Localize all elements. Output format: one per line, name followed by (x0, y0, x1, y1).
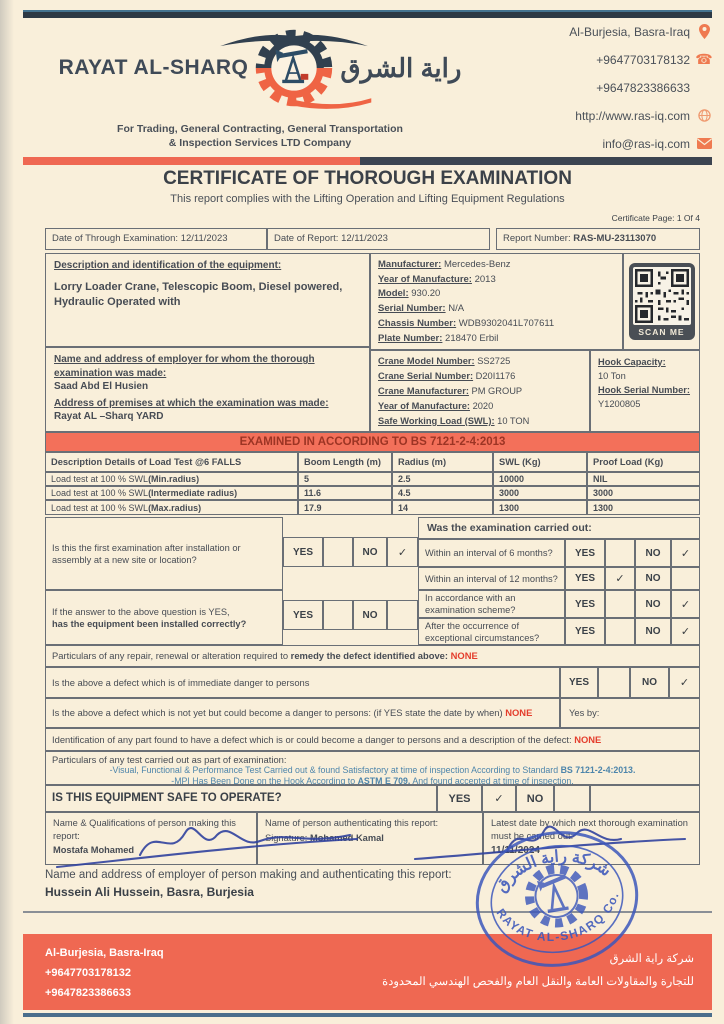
employer-name: Saad Abd El Husien (54, 381, 149, 392)
r0-no-label: NO (635, 539, 671, 567)
repair-label: Particulars of any repair, renewal or alteration required to (52, 650, 291, 661)
repair-label-bold: remedy the defect identified above: (290, 650, 449, 661)
test2-tail: And found accepted at time of inspection. (410, 776, 574, 786)
stamp-arabic-text: شركة راية الشرق (492, 848, 614, 896)
vehicle-value: WDB9302041L707611 (458, 317, 555, 329)
r0-no-checkbox: ✓ (671, 539, 700, 567)
r0-yes-label: YES (565, 539, 605, 567)
maker-name: Mostafa Mohamed (53, 845, 135, 855)
col-header-description: Description Details of Load Test @6 FALLS (45, 452, 298, 472)
phone-icon: ☎ (695, 51, 713, 67)
report-date-cell (267, 228, 490, 250)
r1-yes-label: YES (565, 567, 605, 590)
immediate-danger-question: Is the above a defect which is of immediate danger to persons (45, 667, 560, 698)
next-exam-date: 11/11/2024 (491, 845, 540, 856)
col-header-proof: Proof Load (Kg) (587, 452, 700, 472)
safe-to-operate-row (45, 785, 700, 812)
test2-bold: ASTM E 709. (357, 776, 411, 786)
crane-row (378, 369, 582, 384)
contact-phone2: +9647823386633 (596, 80, 690, 95)
report-number-cell (496, 228, 700, 250)
r2-yes-checkbox (605, 590, 635, 618)
q1-yes-checkbox (323, 537, 353, 567)
examined-standard-header: EXAMINED IN ACCORDING TO BS 7121-2-4:2013 (45, 432, 700, 452)
footer-contact (45, 943, 164, 1003)
vehicle-value: 2013 (474, 273, 496, 285)
report-date-label: Date of Report: (274, 233, 339, 244)
identification-row (45, 728, 700, 751)
vehicle-label: Model: (378, 288, 409, 300)
stamp-english-text: RAYAT AL-SHARQ Co. (493, 890, 622, 945)
q1-no-label: NO (353, 537, 387, 567)
safe-extra-cell (590, 785, 700, 812)
question-installed-correctly (45, 590, 283, 645)
vehicle-value: N/A (448, 303, 465, 315)
load-test-cell: 5 (298, 472, 392, 486)
crane-row (378, 399, 582, 414)
vehicle-row (378, 332, 615, 347)
r3-yes-label: YES (565, 618, 605, 645)
qr-code-cell (623, 253, 700, 350)
r3-yes-checkbox (605, 618, 635, 645)
contact-website: http://www.ras-iq.com (575, 108, 690, 123)
desc-bold: (Intermediate radius) (148, 488, 238, 498)
load-test-cell: 1300 (587, 500, 700, 515)
q1-no-checkbox: ✓ (387, 537, 418, 567)
question-exceptional-circumstances: After the occurrence of exceptional circumstances? (418, 618, 565, 645)
hook-details-cell (590, 350, 700, 432)
desc-plain: Load test at 100 % SWL (51, 474, 149, 484)
desc-plain: Load test at 100 % SWL (51, 488, 149, 498)
maker-cell (45, 812, 257, 865)
crane-row (378, 354, 582, 369)
load-test-table (45, 432, 700, 515)
equipment-grid (45, 253, 700, 432)
safe-yes-checkbox: ✓ (482, 785, 516, 812)
auth-sig-label: Signature: (265, 832, 310, 843)
crane-value: 10 TON (497, 416, 530, 426)
vehicle-label: Chassis Number: (378, 317, 457, 329)
tagline-line1: For Trading, General Contracting, General Transportation (117, 123, 403, 135)
crane-value: PM GROUP (471, 386, 523, 396)
contact-phone1: +9647703178132 (596, 52, 690, 67)
q2-no-label: NO (353, 600, 387, 630)
load-test-cell: 4.5 (392, 486, 493, 500)
yes-by-cell: Yes by: (560, 698, 700, 728)
authenticator-cell (257, 812, 483, 865)
r1-no-checkbox (671, 567, 700, 590)
potential-danger-question (45, 698, 560, 728)
vehicle-label: Year of Manufacture: (378, 273, 472, 285)
exam-date-value: 12/11/2023 (180, 233, 228, 244)
test-line-1 (52, 765, 693, 776)
col-header-radius: Radius (m) (392, 452, 493, 472)
examination-questions (45, 517, 700, 645)
employer-label: Name and address of employer for whom the thorough examination was made: (54, 354, 315, 379)
load-test-cell: 10000 (493, 472, 587, 486)
repair-value: NONE (450, 650, 478, 661)
defects-section (45, 645, 700, 785)
crane-label: Safe Working Load (SWL): (378, 416, 495, 426)
r1-no-label: NO (635, 567, 671, 590)
qr-code-frame (629, 263, 695, 340)
load-test-cell: 3000 (493, 486, 587, 500)
vehicle-details-cell (370, 253, 623, 350)
vehicle-label: Plate Number: (378, 332, 443, 344)
col-header-swl: SWL (Kg) (493, 452, 587, 472)
immediate-danger-yes-checkbox (598, 667, 630, 698)
r1-yes-checkbox: ✓ (605, 567, 635, 590)
question-first-examination: Is this the first examination after installation or assembly at a new site or location? (45, 517, 283, 590)
test1-bold: BS 7121-2-4:2013. (560, 765, 636, 775)
load-test-cell: 17.9 (298, 500, 392, 515)
q2-yes-checkbox (323, 600, 353, 630)
tests-label: Particulars of any test carried out as part of examination: (52, 754, 287, 765)
load-test-cell: 2.5 (392, 472, 493, 486)
r2-yes-label: YES (565, 590, 605, 618)
r2-no-checkbox: ✓ (671, 590, 700, 618)
hook-capacity-label: Hook Capacity: (598, 357, 666, 367)
q2-line1: If the answer to the above question is YES, (52, 606, 230, 617)
carried-out-header: Was the examination carried out: (418, 517, 700, 539)
potential-value: NONE (505, 707, 533, 718)
report-number-value: RAS-MU-23113070 (573, 233, 657, 244)
crane-value: 2020 (472, 401, 494, 411)
load-test-cell: 1300 (493, 500, 587, 515)
vehicle-value: 218470 Erbil (445, 332, 499, 344)
certificate-page-number: Certificate Page: 1 Of 4 (611, 213, 700, 223)
safe-yes-label: YES (437, 785, 482, 812)
vehicle-row (378, 317, 615, 332)
q2-no-checkbox (387, 600, 418, 630)
question-interval-12-months: Within an interval of 12 months? (418, 567, 565, 590)
tests-row (45, 751, 700, 785)
employer-premises-cell (45, 347, 370, 432)
document-subtitle: This report complies with the Lifting Operation and Lifting Equipment Regulations (170, 193, 565, 205)
premises-label: Address of premises at which the examination was made: (54, 397, 329, 409)
crane-label: Year of Manufacture: (378, 401, 470, 411)
hook-serial-label: Hook Serial Number: (598, 385, 690, 395)
company-name: RAYAT AL-SHARQ (58, 56, 249, 79)
vehicle-row (378, 287, 615, 302)
load-test-row-desc (45, 472, 298, 486)
crane-value: D20I1176 (475, 371, 516, 381)
question-examination-scheme: In accordance with an examination scheme? (418, 590, 565, 618)
footer-arabic-line1: شركة راية الشرق (609, 953, 694, 965)
load-test-row-desc (45, 486, 298, 500)
safe-no-label: NO (516, 785, 554, 812)
tagline-line2: & Inspection Services LTD Company (168, 137, 352, 149)
repair-particulars-row (45, 645, 700, 667)
identification-value: NONE (574, 734, 602, 745)
r2-no-label: NO (635, 590, 671, 618)
load-test-cell: 11.6 (298, 486, 392, 500)
exam-date-cell (45, 228, 267, 250)
immediate-danger-no-label: NO (630, 667, 669, 698)
company-name-arabic: راية الشرق (340, 52, 462, 83)
question-interval-6-months: Within an interval of 6 months? (418, 539, 565, 567)
vehicle-row (378, 273, 615, 288)
vehicle-label: Manufacturer: (378, 259, 442, 270)
document-title: CERTIFICATE OF THOROUGH EXAMINATION (163, 168, 572, 189)
vehicle-value: 930.20 (411, 288, 441, 300)
equipment-description-value: Lorry Loader Crane, Telescopic Boom, Diesel powered, Hydraulic Operated with (54, 281, 343, 308)
crane-details-cell (370, 350, 590, 432)
report-date-value: 12/11/2023 (341, 233, 388, 244)
load-test-cell: 14 (392, 500, 493, 515)
q2-yes-label: YES (283, 600, 323, 630)
desc-bold: (Max.radius) (148, 502, 202, 513)
stamp-gear-pumpjack-icon (526, 865, 588, 927)
r3-no-checkbox: ✓ (671, 618, 700, 645)
vehicle-label: Serial Number: (378, 303, 446, 315)
r0-yes-checkbox (605, 539, 635, 567)
load-test-cell: 3000 (587, 486, 700, 500)
hook-capacity-value: 10 Ton (598, 371, 626, 381)
crane-row (378, 384, 582, 399)
qr-code (633, 267, 691, 325)
equipment-description-label: Description and identification of the equipment: (54, 260, 282, 271)
safe-question: IS THIS EQUIPMENT SAFE TO OPERATE? (45, 785, 437, 812)
vehicle-row (378, 302, 615, 317)
potential-text: Is the above a defect which is not yet but could become a danger to persons: (if YES state the date by when) (52, 707, 503, 718)
maker-label: Name & Qualifications of person making this report: (53, 818, 236, 841)
crane-label: Crane Serial Number: (378, 371, 474, 381)
footer-arabic-line2: للتجارة والمقاولات العامة والنقل العام والفحص الهندسي المحدودة (382, 976, 694, 988)
next-exam-label: Latest date by which next thorough examination must be carried out: (491, 818, 688, 841)
col-header-boom: Boom Length (m) (298, 452, 392, 472)
crane-value: SS2725 (477, 356, 511, 366)
footer-address: Al-Burjesia, Basra-Iraq (45, 947, 164, 959)
contact-address: Al-Burjesia, Basra-Iraq (569, 24, 690, 39)
immediate-danger-no-checkbox: ✓ (669, 667, 700, 698)
crane-label: Crane Model Number: (378, 356, 475, 366)
crane-row (378, 414, 582, 429)
auth-name: Mohamed Kamal (309, 832, 384, 843)
equipment-description-cell (45, 253, 370, 347)
footer-phone1: +9647703178132 (45, 967, 131, 979)
desc-plain: Load test at 100 % SWL (51, 502, 149, 513)
company-stamp (455, 811, 658, 988)
q2-line2: has the equipment been installed correctly? (52, 618, 247, 629)
identification-text: Identification of any part found to have a defect which is or could become a danger to persons and a description of the defect: (52, 734, 572, 745)
employer-statement-value: Hussein Ali Hussein, Basra, Burjesia (45, 885, 254, 899)
footer-phone2: +9647823386633 (45, 987, 131, 999)
auth-label: Name of person authenticating this report: (265, 818, 439, 828)
immediate-danger-yes-label: YES (560, 667, 598, 698)
q1-yes-label: YES (283, 537, 323, 567)
safe-no-checkbox (554, 785, 590, 812)
employer-statement-label: Name and address of employer of person making and authenticating this report: (45, 869, 452, 881)
hook-serial-value: Y1200805 (598, 399, 641, 409)
vehicle-value: Mercedes-Benz (443, 259, 511, 270)
desc-bold: (Min.radius) (148, 474, 200, 484)
contact-email: info@ras-iq.com (602, 136, 690, 151)
bottom-bar (23, 1013, 712, 1017)
load-test-cell: NIL (587, 472, 700, 486)
r3-no-label: NO (635, 618, 671, 645)
date-row (45, 228, 700, 250)
qr-code-icon (635, 269, 689, 323)
exam-date-label: Date of Through Examination: (52, 233, 179, 244)
premises-value: Rayat AL –Sharq YARD (54, 411, 164, 422)
test1-text: -Visual, Functional & Performance Test Carried out & found Satisfactory at time of inspection According to Standard (109, 765, 561, 775)
report-number-label: Report Number: (503, 233, 571, 244)
qr-scan-label: SCAN ME (638, 327, 685, 337)
load-test-row-desc (45, 500, 298, 515)
crane-label: Crane Manufacturer: (378, 386, 469, 396)
test2-text: -MPI Has Been Done on the Hook According to (171, 776, 358, 786)
vehicle-row (378, 258, 615, 273)
